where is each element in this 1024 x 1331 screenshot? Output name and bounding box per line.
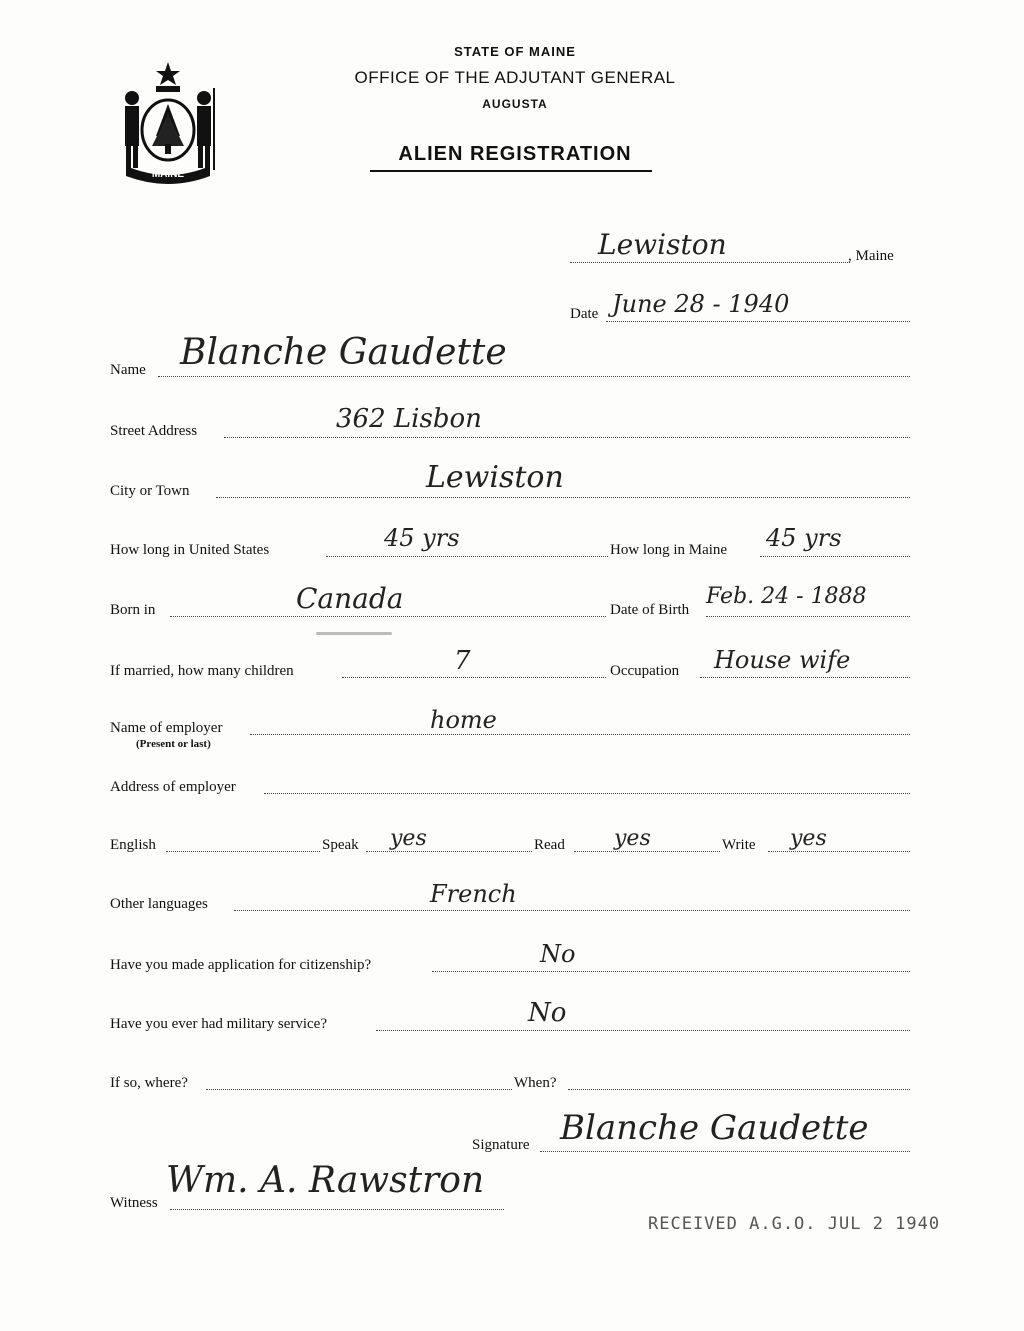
name-line [158,376,910,377]
date-label: Date [570,306,599,322]
born-in-label: Born in [110,602,156,618]
children-value: 7 [454,646,471,676]
how-long-maine-label: How long in Maine [610,542,728,558]
write-label: Write [722,837,756,853]
read-line [574,851,720,852]
witness-line [170,1209,504,1210]
street-label: Street Address [110,423,198,439]
seal-banner-text: MAINE [151,169,185,180]
other-languages-label: Other languages [110,896,208,912]
date-line [606,321,910,322]
english-line [166,851,320,852]
other-languages-value: French [430,880,517,908]
write-line [768,851,910,852]
occupation-value: House wife [714,646,851,674]
when-line [568,1089,910,1090]
date-of-birth-value: Feb. 24 - 1888 [706,584,867,609]
other-languages-line [234,910,910,911]
speak-line [366,851,532,852]
read-label: Read [534,837,565,853]
title-underline [370,170,652,172]
born-in-line [170,616,606,617]
witness-label: Witness [110,1195,158,1211]
signature-label: Signature [472,1137,530,1153]
employer-address-label: Address of employer [110,779,236,795]
employer-value: home [430,706,497,734]
military-line [376,1030,910,1031]
how-long-us-line [326,556,608,557]
office-heading: OFFICE OF THE ADJUTANT GENERAL [354,68,676,87]
maine-state-seal-icon [112,58,224,184]
speak-label: Speak [322,837,359,853]
born-in-value: Canada [296,582,404,615]
children-line [342,677,606,678]
occupation-line [700,677,910,678]
english-label: English [110,837,156,853]
where-label: If so, where? [110,1075,188,1091]
how-long-us-value: 45 yrs [384,524,460,552]
date-value: June 28 - 1940 [612,290,790,318]
name-value: Blanche Gaudette [180,332,507,373]
signature-value: Blanche Gaudette [560,1108,869,1148]
location-suffix: , Maine [848,248,894,264]
citizenship-value: No [540,940,576,968]
location-line [570,262,850,263]
ink-smudge [316,632,392,635]
name-label: Name [110,362,146,378]
form-title: ALIEN REGISTRATION [398,143,632,165]
witness-value: Wm. A. Rawstron [166,1160,485,1201]
citizenship-label: Have you made application for citizenship? [110,957,372,973]
how-long-maine-value: 45 yrs [766,524,842,552]
employer-address-line [264,793,910,794]
street-line [224,437,910,438]
citizenship-line [432,971,910,972]
write-value: yes [790,826,827,851]
children-label: If married, how many children [110,663,294,679]
read-value: yes [614,826,651,851]
city-heading: AUGUSTA [482,97,548,111]
military-value: No [528,998,567,1028]
speak-value: yes [390,826,427,851]
when-label: When? [514,1075,557,1091]
state-heading: STATE OF MAINE [454,44,576,59]
location-value: Lewiston [598,228,727,261]
employer-sublabel: (Present or last) [136,738,211,750]
occupation-label: Occupation [610,663,680,679]
how-long-us-label: How long in United States [110,542,270,558]
received-stamp: RECEIVED A.G.O. JUL 2 1940 [648,1214,941,1234]
city-value: Lewiston [426,460,564,495]
how-long-maine-line [760,556,910,557]
employer-line [250,734,910,735]
city-label: City or Town [110,483,190,499]
date-of-birth-line [706,616,910,617]
city-line [216,497,910,498]
street-value: 362 Lisbon [336,404,482,434]
signature-line [540,1151,910,1152]
employer-label: Name of employer [110,720,223,736]
military-label: Have you ever had military service? [110,1016,327,1032]
date-of-birth-label: Date of Birth [610,602,690,618]
where-line [206,1089,512,1090]
